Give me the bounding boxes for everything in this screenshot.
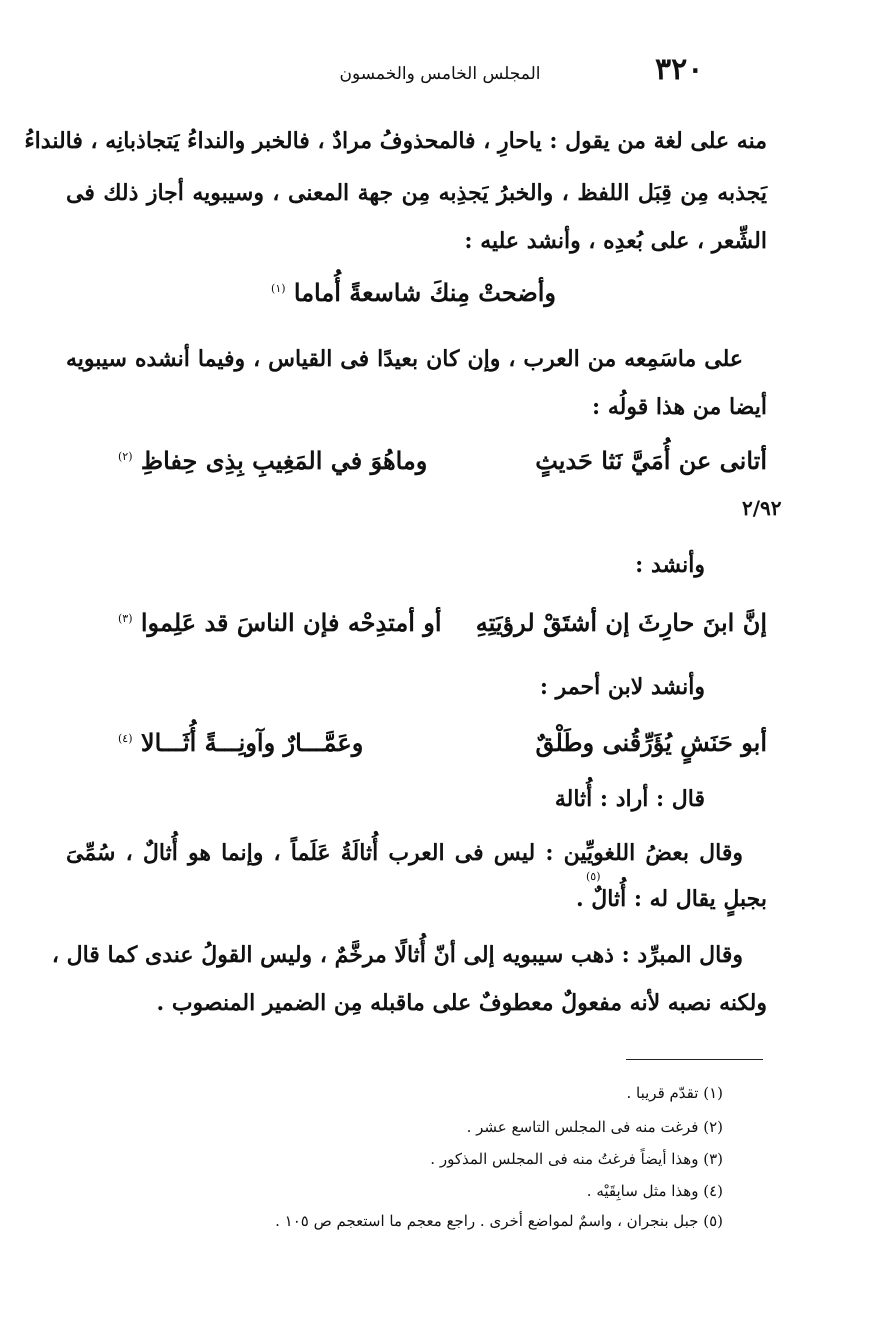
paragraph-6-line-1: وقال بعضُ اللغويِّين : ليس فى العرب أُثالَةُ عَلَماً ، وإنما هو أُثالٌ ، سُمِّىَ (66, 840, 743, 866)
paragraph-6-line-2-text: بجبلٍ يقال له : أُثالٌ . (575, 886, 767, 912)
page-number: ٣٢٠ (655, 52, 704, 87)
paragraph-7-line-2: ولكنه نصبه لأنه مفعولٌ معطوفٌ على ماقبله مِن الضمير المنصوب . (156, 990, 767, 1016)
verse-2-first-hemistich: أتانى عن أُمَيَّ نَثا حَديثٍ (535, 446, 767, 475)
paragraph-1-line-2: يَجذبه مِن قِبَل اللفظ ، والخبرُ يَجذِبه مِن جهة المعنى ، وسيبويه أجاز ذلك فى (66, 180, 767, 206)
paragraph-7-line-1: وقال المبرِّد : ذهب سيبويه إلى أنّ أُثالًا مرخَّمٌ ، وليس القولُ عندى كما قال ، (51, 942, 743, 968)
paragraph-3: وأنشد : (635, 552, 705, 578)
footnote-2: (٢) فرغت منه فى المجلس التاسع عشر . (466, 1118, 723, 1136)
verse-3-second-hemistich (118, 608, 442, 637)
verse-3-first-hemistich: إنَّ ابنَ حارِثَ إن أشتَقْ لرؤيَتِهِ (475, 608, 767, 637)
verse-4-second-hemistich (118, 728, 363, 757)
verse-2-second-text: وماهُوَ في المَغِيبِ بِذِى حِفاظِ (140, 446, 428, 475)
footnote-divider (626, 1059, 763, 1060)
paragraph-4: وأنشد لابن أحمر : (539, 674, 705, 700)
footnote-ref-5: (٥) (586, 870, 601, 883)
paragraph-6-line-2 (576, 886, 767, 912)
footnote-1: (١) تقدّم قريبا . (626, 1084, 723, 1102)
footnote-ref-1: (١) (271, 282, 286, 295)
paragraph-2-line-1: على ماسَمِعه من العرب ، وإن كان بعيدًا فى القياس ، وفيما أنشده سيبويه (66, 346, 743, 372)
footnote-4: (٤) وهذا مثل سابِقَيْه . (586, 1182, 723, 1200)
footnote-5: (٥) جبل بنجران ، واسمٌ لمواضع أخرى . راجع معجم ما استعجم ص ١٠٥ . (275, 1212, 723, 1230)
margin-reference: ٢/٩٢ (742, 496, 782, 520)
paragraph-2-line-2: أيضا من هذا قولُه : (592, 394, 767, 420)
verse-4-first-hemistich: أبو حَنَشٍ يُؤَرِّقُنى وطَلْقٌ (535, 728, 767, 757)
footnote-ref-2: (٢) (118, 450, 133, 463)
running-title: المجلس الخامس والخمسون (339, 64, 541, 84)
verse-1 (60, 278, 767, 307)
verse-1-text: وأضحتْ مِنكَ شاسعةً أُماما (293, 278, 556, 307)
paragraph-1-line-3: الشِّعر ، على بُعدِه ، وأنشد عليه : (464, 228, 767, 254)
footnote-ref-4: (٤) (118, 732, 133, 745)
paragraph-5: قال : أراد : أُثالة (554, 786, 705, 812)
footnote-ref-3: (٣) (118, 612, 133, 625)
footnote-3: (٣) وهذا أيضاً فرغتُ منه فى المجلس المذكور . (430, 1150, 723, 1168)
paragraph-1-line-1: منه على لغة من يقول : ياحارِ ، فالمحذوفُ مرادٌ ، فالخبر والنداءُ يَتجاذبانِه ، فالنداءُ (24, 128, 767, 154)
verse-3-second-text: أو أمتدِحْه فإن الناسَ قد عَلِموا (140, 608, 442, 637)
verse-4-second-text: وعَمَّـــارٌ وآونِـــةً أُثَـــالا (140, 728, 364, 757)
verse-2-second-hemistich (118, 446, 427, 475)
